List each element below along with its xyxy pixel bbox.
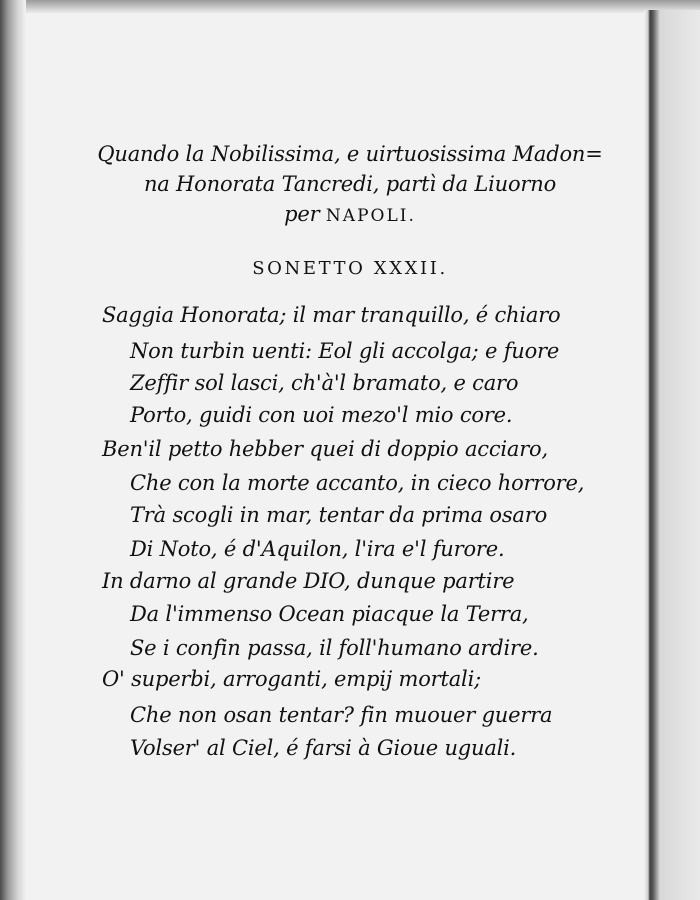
verse-line: Porto, guidi con uoi mezo'l mio core. [130,403,513,427]
verse-line: Saggia Honorata; il mar tranquillo, é chiaro [102,303,561,327]
poem-heading-line-3 [90,202,610,226]
verse-line: Che non osan tentar? fin muouer guerra [130,703,553,727]
heading-prefix: per [284,202,320,226]
sonnet-title: SONETTO XXXII. [252,258,448,279]
verse-line: Zeffir sol lasci, ch'à'l bramato, e caro [130,371,519,395]
verse-line: Se i confin passa, il foll'humano ardire. [130,636,539,660]
heading-destination: NAPOLI. [325,206,416,226]
verse-line: In darno al grande DIO, dunque partire [102,569,515,593]
verse-line: Non turbin uenti: Eol gli accolga; e fuore [130,339,560,363]
verse-line: Di Noto, é d'Aquilon, l'ira e'l furore. [130,537,505,561]
verse-line: O' superbi, arroganti, empij mortali; [102,667,481,691]
poem-heading-line-1: Quando la Nobilissima, e uirtuosissima Madon= [97,142,603,166]
verse-line: Da l'immenso Ocean piacque la Terra, [130,602,529,626]
poem-heading-line-2: na Honorata Tancredi, partì da Liuorno [143,172,557,196]
verse-line: Che con la morte accanto, in cieco horrore, [130,471,585,495]
verse-line: Ben'il petto hebber quei di doppio acciaro, [102,437,548,461]
verse-line: Volser' al Ciel, é farsi à Gioue uguali. [130,736,517,760]
verse-line: Trà scogli in mar, tentar da prima osaro [130,503,548,527]
